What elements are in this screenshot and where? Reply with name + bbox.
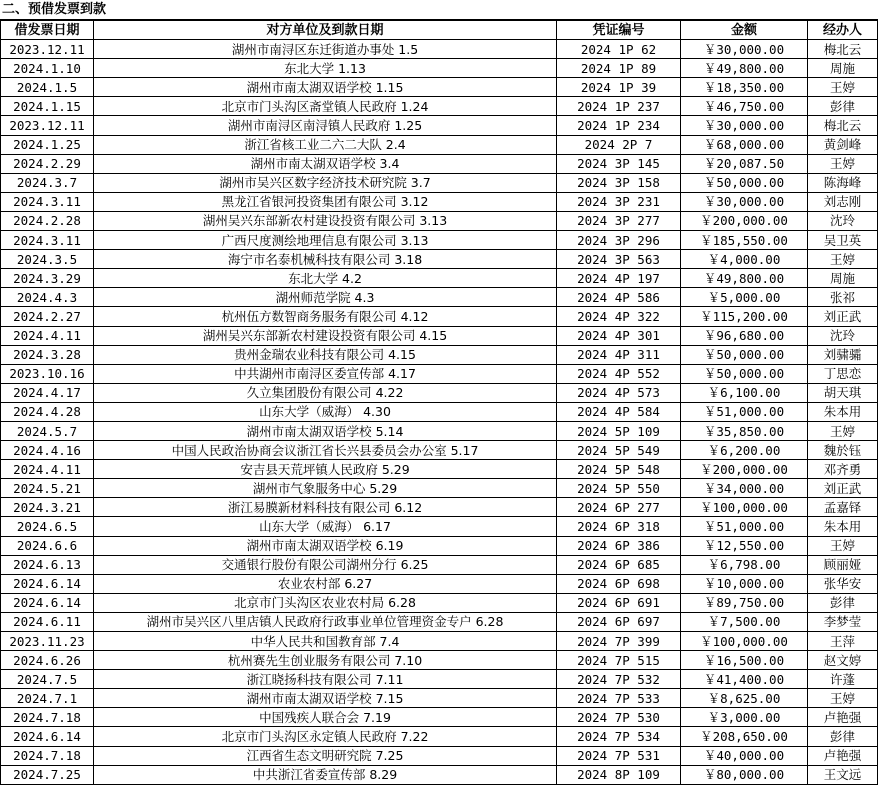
cell-amount[interactable]: ￥200,000.00 [681, 460, 808, 479]
cell-person[interactable]: 王婷 [808, 421, 878, 440]
cell-voucher[interactable]: 2024 4P 552 [557, 364, 681, 383]
cell-unit[interactable]: 湖州市南太湖双语学校 1.15 [94, 78, 557, 97]
cell-date[interactable]: 2024.1.25 [1, 135, 94, 154]
cell-date[interactable]: 2024.6.6 [1, 536, 94, 555]
cell-amount[interactable]: ￥49,800.00 [681, 269, 808, 288]
cell-voucher[interactable]: 2024 6P 691 [557, 593, 681, 612]
cell-person[interactable]: 王婷 [808, 536, 878, 555]
cell-unit[interactable]: 湖州市气象服务中心 5.29 [94, 479, 557, 498]
cell-unit[interactable]: 江西省生态文明研究院 7.25 [94, 746, 557, 765]
header-person[interactable]: 经办人 [808, 21, 878, 40]
cell-date[interactable]: 2024.4.11 [1, 326, 94, 345]
table-row [1, 670, 878, 689]
table-row [1, 345, 878, 364]
cell-date[interactable]: 2024.6.14 [1, 574, 94, 593]
cell-unit[interactable]: 中华人民共和国教育部 7.4 [94, 632, 557, 651]
cell-date[interactable]: 2024.3.21 [1, 498, 94, 517]
cell-person[interactable]: 梅北云 [808, 116, 878, 135]
cell-voucher[interactable]: 2024 5P 549 [557, 441, 681, 460]
cell-date[interactable]: 2024.1.5 [1, 78, 94, 97]
cell-voucher[interactable]: 2024 4P 311 [557, 345, 681, 364]
cell-date[interactable]: 2024.4.17 [1, 383, 94, 402]
cell-person[interactable]: 刘正武 [808, 479, 878, 498]
cell-amount[interactable]: ￥51,000.00 [681, 402, 808, 421]
table-row [1, 460, 878, 479]
cell-voucher[interactable]: 2024 4P 584 [557, 402, 681, 421]
cell-unit[interactable]: 山东大学（威海） 4.30 [94, 402, 557, 421]
table-row [1, 555, 878, 574]
table-row [1, 97, 878, 116]
cell-amount[interactable]: ￥80,000.00 [681, 765, 808, 784]
cell-person[interactable]: 赵文婷 [808, 651, 878, 670]
cell-date[interactable]: 2024.2.28 [1, 211, 94, 230]
cell-person[interactable]: 沈玲 [808, 326, 878, 345]
cell-date[interactable]: 2024.2.29 [1, 154, 94, 173]
cell-person[interactable]: 刘志刚 [808, 192, 878, 211]
cell-date[interactable]: 2024.1.10 [1, 59, 94, 78]
table-row [1, 173, 878, 192]
cell-person[interactable]: 周施 [808, 269, 878, 288]
table-row [1, 632, 878, 651]
cell-unit[interactable]: 中国残疾人联合会 7.19 [94, 708, 557, 727]
cell-person[interactable]: 梅北云 [808, 40, 878, 59]
table-row [1, 517, 878, 536]
cell-date[interactable]: 2024.4.3 [1, 288, 94, 307]
cell-unit[interactable]: 湖州吴兴东部新农村建设投资有限公司 3.13 [94, 211, 557, 230]
cell-voucher[interactable]: 2024 1P 39 [557, 78, 681, 97]
cell-voucher[interactable]: 2024 1P 89 [557, 59, 681, 78]
cell-voucher[interactable]: 2024 1P 237 [557, 97, 681, 116]
cell-voucher[interactable]: 2024 6P 697 [557, 612, 681, 631]
cell-unit[interactable]: 浙江省核工业二六二大队 2.4 [94, 135, 557, 154]
cell-voucher[interactable]: 2024 7P 533 [557, 689, 681, 708]
cell-unit[interactable]: 湖州师范学院 4.3 [94, 288, 557, 307]
cell-person[interactable]: 沈玲 [808, 211, 878, 230]
table-row [1, 211, 878, 230]
cell-voucher[interactable]: 2024 1P 234 [557, 116, 681, 135]
cell-person[interactable]: 刘正武 [808, 307, 878, 326]
table-row [1, 250, 878, 269]
cell-voucher[interactable]: 2024 5P 109 [557, 421, 681, 440]
cell-date[interactable]: 2024.6.26 [1, 651, 94, 670]
cell-person[interactable]: 陈海峰 [808, 173, 878, 192]
cell-date[interactable]: 2024.6.5 [1, 517, 94, 536]
cell-amount[interactable]: ￥12,550.00 [681, 536, 808, 555]
cell-amount[interactable]: ￥35,850.00 [681, 421, 808, 440]
cell-unit[interactable]: 东北大学 4.2 [94, 269, 557, 288]
table-row [1, 708, 878, 727]
cell-date[interactable]: 2024.2.27 [1, 307, 94, 326]
cell-amount[interactable]: ￥30,000.00 [681, 192, 808, 211]
cell-person[interactable]: 周施 [808, 59, 878, 78]
cell-unit[interactable]: 山东大学（威海） 6.17 [94, 517, 557, 536]
cell-unit[interactable]: 安吉县天荒坪镇人民政府 5.29 [94, 460, 557, 479]
cell-person[interactable]: 王婷 [808, 689, 878, 708]
cell-amount[interactable]: ￥8,625.00 [681, 689, 808, 708]
cell-voucher[interactable]: 2024 7P 534 [557, 727, 681, 746]
cell-amount[interactable]: ￥40,000.00 [681, 746, 808, 765]
cell-date[interactable]: 2024.3.29 [1, 269, 94, 288]
cell-voucher[interactable]: 2024 7P 532 [557, 670, 681, 689]
cell-unit[interactable]: 湖州市南太湖双语学校 5.14 [94, 421, 557, 440]
cell-voucher[interactable]: 2024 1P 62 [557, 40, 681, 59]
cell-unit[interactable]: 北京市门头沟区永定镇人民政府 7.22 [94, 727, 557, 746]
cell-voucher[interactable]: 2024 4P 586 [557, 288, 681, 307]
table-row [1, 498, 878, 517]
table-row [1, 746, 878, 765]
cell-date[interactable]: 2024.5.21 [1, 479, 94, 498]
table-row [1, 59, 878, 78]
cell-amount[interactable]: ￥10,000.00 [681, 574, 808, 593]
table-row [1, 574, 878, 593]
cell-unit[interactable]: 湖州市南浔区东迁街道办事处 1.5 [94, 40, 557, 59]
table-row [1, 536, 878, 555]
cell-voucher[interactable]: 2024 4P 573 [557, 383, 681, 402]
cell-date[interactable]: 2023.10.16 [1, 364, 94, 383]
cell-person[interactable]: 张华安 [808, 574, 878, 593]
cell-amount[interactable]: ￥18,350.00 [681, 78, 808, 97]
cell-unit[interactable]: 湖州市吴兴区八里店镇人民政府行政事业单位管理资金专户 6.28 [94, 612, 557, 631]
table-row [1, 479, 878, 498]
cell-person[interactable]: 彭律 [808, 727, 878, 746]
cell-person[interactable]: 卢艳强 [808, 746, 878, 765]
table-row [1, 441, 878, 460]
table-row [1, 612, 878, 631]
cell-date[interactable]: 2024.7.5 [1, 670, 94, 689]
cell-amount[interactable]: ￥5,000.00 [681, 288, 808, 307]
cell-person[interactable]: 吴卫英 [808, 231, 878, 250]
cell-amount[interactable]: ￥50,000.00 [681, 345, 808, 364]
cell-person[interactable]: 顾丽娅 [808, 555, 878, 574]
cell-unit[interactable]: 北京市门头沟区斋堂镇人民政府 1.24 [94, 97, 557, 116]
cell-date[interactable]: 2024.7.18 [1, 708, 94, 727]
cell-unit[interactable]: 杭州赛先生创业服务有限公司 7.10 [94, 651, 557, 670]
cell-person[interactable]: 王婷 [808, 78, 878, 97]
cell-person[interactable]: 张祁 [808, 288, 878, 307]
cell-amount[interactable]: ￥16,500.00 [681, 651, 808, 670]
table-row [1, 307, 878, 326]
cell-date[interactable]: 2024.3.5 [1, 250, 94, 269]
cell-date[interactable]: 2024.6.14 [1, 593, 94, 612]
cell-amount[interactable]: ￥7,500.00 [681, 612, 808, 631]
table-row [1, 231, 878, 250]
cell-amount[interactable]: ￥20,087.50 [681, 154, 808, 173]
cell-unit[interactable]: 浙江易膜新材料科技有限公司 6.12 [94, 498, 557, 517]
cell-voucher[interactable]: 2024 5P 550 [557, 479, 681, 498]
cell-unit[interactable]: 海宁市名泰机械科技有限公司 3.18 [94, 250, 557, 269]
cell-voucher[interactable]: 2024 3P 277 [557, 211, 681, 230]
cell-person[interactable]: 朱本用 [808, 517, 878, 536]
cell-voucher[interactable]: 2024 6P 386 [557, 536, 681, 555]
cell-unit[interactable]: 农业农村部 6.27 [94, 574, 557, 593]
cell-amount[interactable]: ￥96,680.00 [681, 326, 808, 345]
cell-voucher[interactable]: 2024 6P 318 [557, 517, 681, 536]
cell-person[interactable]: 卢艳强 [808, 708, 878, 727]
cell-date[interactable]: 2024.3.7 [1, 173, 94, 192]
cell-voucher[interactable]: 2024 7P 515 [557, 651, 681, 670]
cell-amount[interactable]: ￥100,000.00 [681, 632, 808, 651]
table-row [1, 727, 878, 746]
table-row [1, 135, 878, 154]
cell-amount[interactable]: ￥49,800.00 [681, 59, 808, 78]
cell-amount[interactable]: ￥185,550.00 [681, 231, 808, 250]
cell-unit[interactable]: 湖州吴兴东部新农村建设投资有限公司 4.15 [94, 326, 557, 345]
cell-person[interactable]: 李梦莹 [808, 612, 878, 631]
cell-person[interactable]: 魏於钰 [808, 441, 878, 460]
cell-voucher[interactable]: 2024 4P 322 [557, 307, 681, 326]
cell-amount[interactable]: ￥4,000.00 [681, 250, 808, 269]
cell-person[interactable]: 王萍 [808, 632, 878, 651]
cell-person[interactable]: 胡天琪 [808, 383, 878, 402]
cell-person[interactable]: 许蓬 [808, 670, 878, 689]
cell-person[interactable]: 王婷 [808, 154, 878, 173]
cell-amount[interactable]: ￥100,000.00 [681, 498, 808, 517]
table-row [1, 326, 878, 345]
table-row [1, 269, 878, 288]
cell-amount[interactable]: ￥208,650.00 [681, 727, 808, 746]
cell-amount[interactable]: ￥3,000.00 [681, 708, 808, 727]
cell-voucher[interactable]: 2024 4P 301 [557, 326, 681, 345]
table-row [1, 421, 878, 440]
cell-voucher[interactable]: 2024 3P 158 [557, 173, 681, 192]
cell-amount[interactable]: ￥50,000.00 [681, 173, 808, 192]
cell-voucher[interactable]: 2024 8P 109 [557, 765, 681, 784]
header-amount[interactable]: 金额 [681, 21, 808, 40]
header-date[interactable]: 借发票日期 [1, 21, 94, 40]
table-row [1, 765, 878, 784]
cell-voucher[interactable]: 2024 6P 277 [557, 498, 681, 517]
cell-date[interactable]: 2024.4.11 [1, 460, 94, 479]
cell-voucher[interactable]: 2024 4P 197 [557, 269, 681, 288]
table-row [1, 364, 878, 383]
cell-person[interactable]: 黄剑峰 [808, 135, 878, 154]
cell-voucher[interactable]: 2024 7P 531 [557, 746, 681, 765]
cell-amount[interactable]: ￥6,200.00 [681, 441, 808, 460]
cell-unit[interactable]: 中国人民政治协商会议浙江省长兴县委员会办公室 5.17 [94, 441, 557, 460]
cell-amount[interactable]: ￥89,750.00 [681, 593, 808, 612]
cell-voucher[interactable]: 2024 3P 296 [557, 231, 681, 250]
cell-amount[interactable]: ￥51,000.00 [681, 517, 808, 536]
cell-unit[interactable]: 东北大学 1.13 [94, 59, 557, 78]
cell-unit[interactable]: 黑龙江省银河投资集团有限公司 3.12 [94, 192, 557, 211]
cell-amount[interactable]: ￥41,400.00 [681, 670, 808, 689]
cell-voucher[interactable]: 2024 3P 563 [557, 250, 681, 269]
cell-date[interactable]: 2023.12.11 [1, 40, 94, 59]
cell-unit[interactable]: 湖州市南浔区南浔镇人民政府 1.25 [94, 116, 557, 135]
cell-unit[interactable]: 湖州市吴兴区数字经济技术研究院 3.7 [94, 173, 557, 192]
cell-amount[interactable]: ￥46,750.00 [681, 97, 808, 116]
cell-amount[interactable]: ￥34,000.00 [681, 479, 808, 498]
cell-unit[interactable]: 中共浙江省委宣传部 8.29 [94, 765, 557, 784]
cell-person[interactable]: 彭律 [808, 593, 878, 612]
cell-date[interactable]: 2024.3.11 [1, 192, 94, 211]
cell-date[interactable]: 2024.4.16 [1, 441, 94, 460]
cell-person[interactable]: 孟嘉铎 [808, 498, 878, 517]
cell-date[interactable]: 2024.7.1 [1, 689, 94, 708]
cell-unit[interactable]: 北京市门头沟区农业农村局 6.28 [94, 593, 557, 612]
table-row [1, 78, 878, 97]
cell-voucher[interactable]: 2024 6P 685 [557, 555, 681, 574]
table-body [1, 40, 878, 785]
cell-amount[interactable]: ￥6,100.00 [681, 383, 808, 402]
table-row [1, 689, 878, 708]
table-row [1, 593, 878, 612]
section-title: 二、预借发票到款 [0, 0, 878, 20]
cell-date[interactable]: 2024.6.11 [1, 612, 94, 631]
cell-date[interactable]: 2023.11.23 [1, 632, 94, 651]
cell-person[interactable]: 王婷 [808, 250, 878, 269]
cell-person[interactable]: 王文远 [808, 765, 878, 784]
cell-person[interactable]: 丁思恋 [808, 364, 878, 383]
cell-unit[interactable]: 杭州伍方数智商务服务有限公司 4.12 [94, 307, 557, 326]
cell-unit[interactable]: 湖州市南太湖双语学校 7.15 [94, 689, 557, 708]
table-row [1, 40, 878, 59]
table-row [1, 383, 878, 402]
cell-amount[interactable]: ￥6,798.00 [681, 555, 808, 574]
cell-date[interactable]: 2024.1.15 [1, 97, 94, 116]
cell-voucher[interactable]: 2024 2P 7 [557, 135, 681, 154]
header-voucher[interactable]: 凭证编号 [557, 21, 681, 40]
table-row [1, 116, 878, 135]
header-unit[interactable]: 对方单位及到款日期 [94, 21, 557, 40]
cell-person[interactable]: 刘骕骦 [808, 345, 878, 364]
cell-voucher[interactable]: 2024 7P 399 [557, 632, 681, 651]
cell-amount[interactable]: ￥30,000.00 [681, 40, 808, 59]
table-row [1, 192, 878, 211]
cell-unit[interactable]: 久立集团股份有限公司 4.22 [94, 383, 557, 402]
cell-person[interactable]: 彭律 [808, 97, 878, 116]
table-row [1, 402, 878, 421]
cell-unit[interactable]: 湖州市南太湖双语学校 6.19 [94, 536, 557, 555]
cell-voucher[interactable]: 2024 5P 548 [557, 460, 681, 479]
cell-amount[interactable]: ￥30,000.00 [681, 116, 808, 135]
cell-unit[interactable]: 湖州市南太湖双语学校 3.4 [94, 154, 557, 173]
cell-amount[interactable]: ￥68,000.00 [681, 135, 808, 154]
header-row [1, 21, 878, 40]
cell-date[interactable]: 2024.7.25 [1, 765, 94, 784]
cell-amount[interactable]: ￥115,200.00 [681, 307, 808, 326]
cell-person[interactable]: 朱本用 [808, 402, 878, 421]
table-row [1, 288, 878, 307]
invoice-table [0, 20, 878, 785]
cell-unit[interactable]: 贵州金瑞农业科技有限公司 4.15 [94, 345, 557, 364]
cell-unit[interactable]: 中共湖州市南浔区委宣传部 4.17 [94, 364, 557, 383]
table-row [1, 651, 878, 670]
cell-unit[interactable]: 浙江晓扬科技有限公司 7.11 [94, 670, 557, 689]
cell-date[interactable]: 2024.3.11 [1, 231, 94, 250]
table-row [1, 154, 878, 173]
cell-amount[interactable]: ￥50,000.00 [681, 364, 808, 383]
cell-date[interactable]: 2024.7.18 [1, 746, 94, 765]
cell-voucher[interactable]: 2024 3P 145 [557, 154, 681, 173]
cell-unit[interactable]: 交通银行股份有限公司湖州分行 6.25 [94, 555, 557, 574]
cell-date[interactable]: 2024.6.14 [1, 727, 94, 746]
cell-date[interactable]: 2024.4.28 [1, 402, 94, 421]
cell-date[interactable]: 2023.12.11 [1, 116, 94, 135]
cell-date[interactable]: 2024.5.7 [1, 421, 94, 440]
cell-voucher[interactable]: 2024 6P 698 [557, 574, 681, 593]
cell-unit[interactable]: 广西尺度测绘地理信息有限公司 3.13 [94, 231, 557, 250]
cell-amount[interactable]: ￥200,000.00 [681, 211, 808, 230]
cell-date[interactable]: 2024.3.28 [1, 345, 94, 364]
cell-voucher[interactable]: 2024 3P 231 [557, 192, 681, 211]
cell-voucher[interactable]: 2024 7P 530 [557, 708, 681, 727]
cell-date[interactable]: 2024.6.13 [1, 555, 94, 574]
cell-person[interactable]: 邓齐勇 [808, 460, 878, 479]
